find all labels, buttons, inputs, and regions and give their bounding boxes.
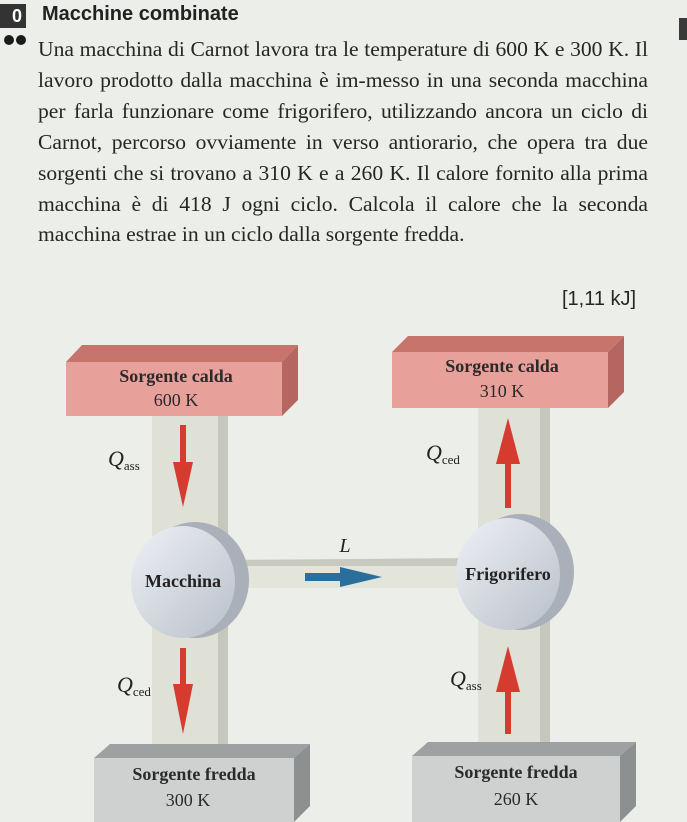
exercise-title: Macchine combinate [42, 3, 239, 25]
exercise-answer: [1,11 kJ] [562, 288, 637, 310]
fridge-label: Frigorifero [465, 564, 551, 584]
engine-label: Macchina [145, 571, 221, 591]
q-ced-right-label: Qced [426, 440, 460, 467]
exercise-number: 0 [0, 4, 26, 28]
q-ced-left-label: Qced [117, 672, 151, 699]
q-ass-left-label: Qass [108, 446, 140, 473]
left-cold-temp: 300 K [165, 790, 211, 810]
left-hot-label: Sorgente calda [119, 366, 233, 386]
right-cold-label: Sorgente fredda [454, 762, 578, 782]
right-cold-temp: 260 K [493, 789, 539, 809]
refrigerator-machine [456, 514, 574, 630]
left-cold-label: Sorgente fredda [132, 764, 256, 784]
work-label: L [339, 535, 351, 557]
engine-machine [131, 522, 249, 638]
right-hot-temp: 310 K [479, 381, 525, 401]
left-hot-reservoir [66, 345, 298, 416]
left-cold-reservoir [94, 744, 310, 822]
left-hot-temp: 600 K [153, 390, 199, 410]
exercise-text: Una macchina di Carnot lavora tra le temperature di 600 K e 300 K. Il lavoro prodotto dalla macchina è im-messo in una seconda macchina per farla funzionare come frigorifero, utilizzando ancora un ciclo di Carnot, percorso ovviamente in verso antiorario, che opera tra due sorgenti che si trovano a 310 K e a 260 K. Il calore fornito alla prima macchina è di 418 J ogni ciclo. Calcola il calore che la seconda macchina estrae in un ciclo dalla sorgente fredda. [38, 37, 648, 247]
q-ass-right-label: Qass [450, 666, 482, 693]
right-cold-reservoir [412, 742, 636, 822]
right-hot-label: Sorgente calda [445, 356, 559, 376]
right-hot-reservoir [392, 336, 624, 408]
